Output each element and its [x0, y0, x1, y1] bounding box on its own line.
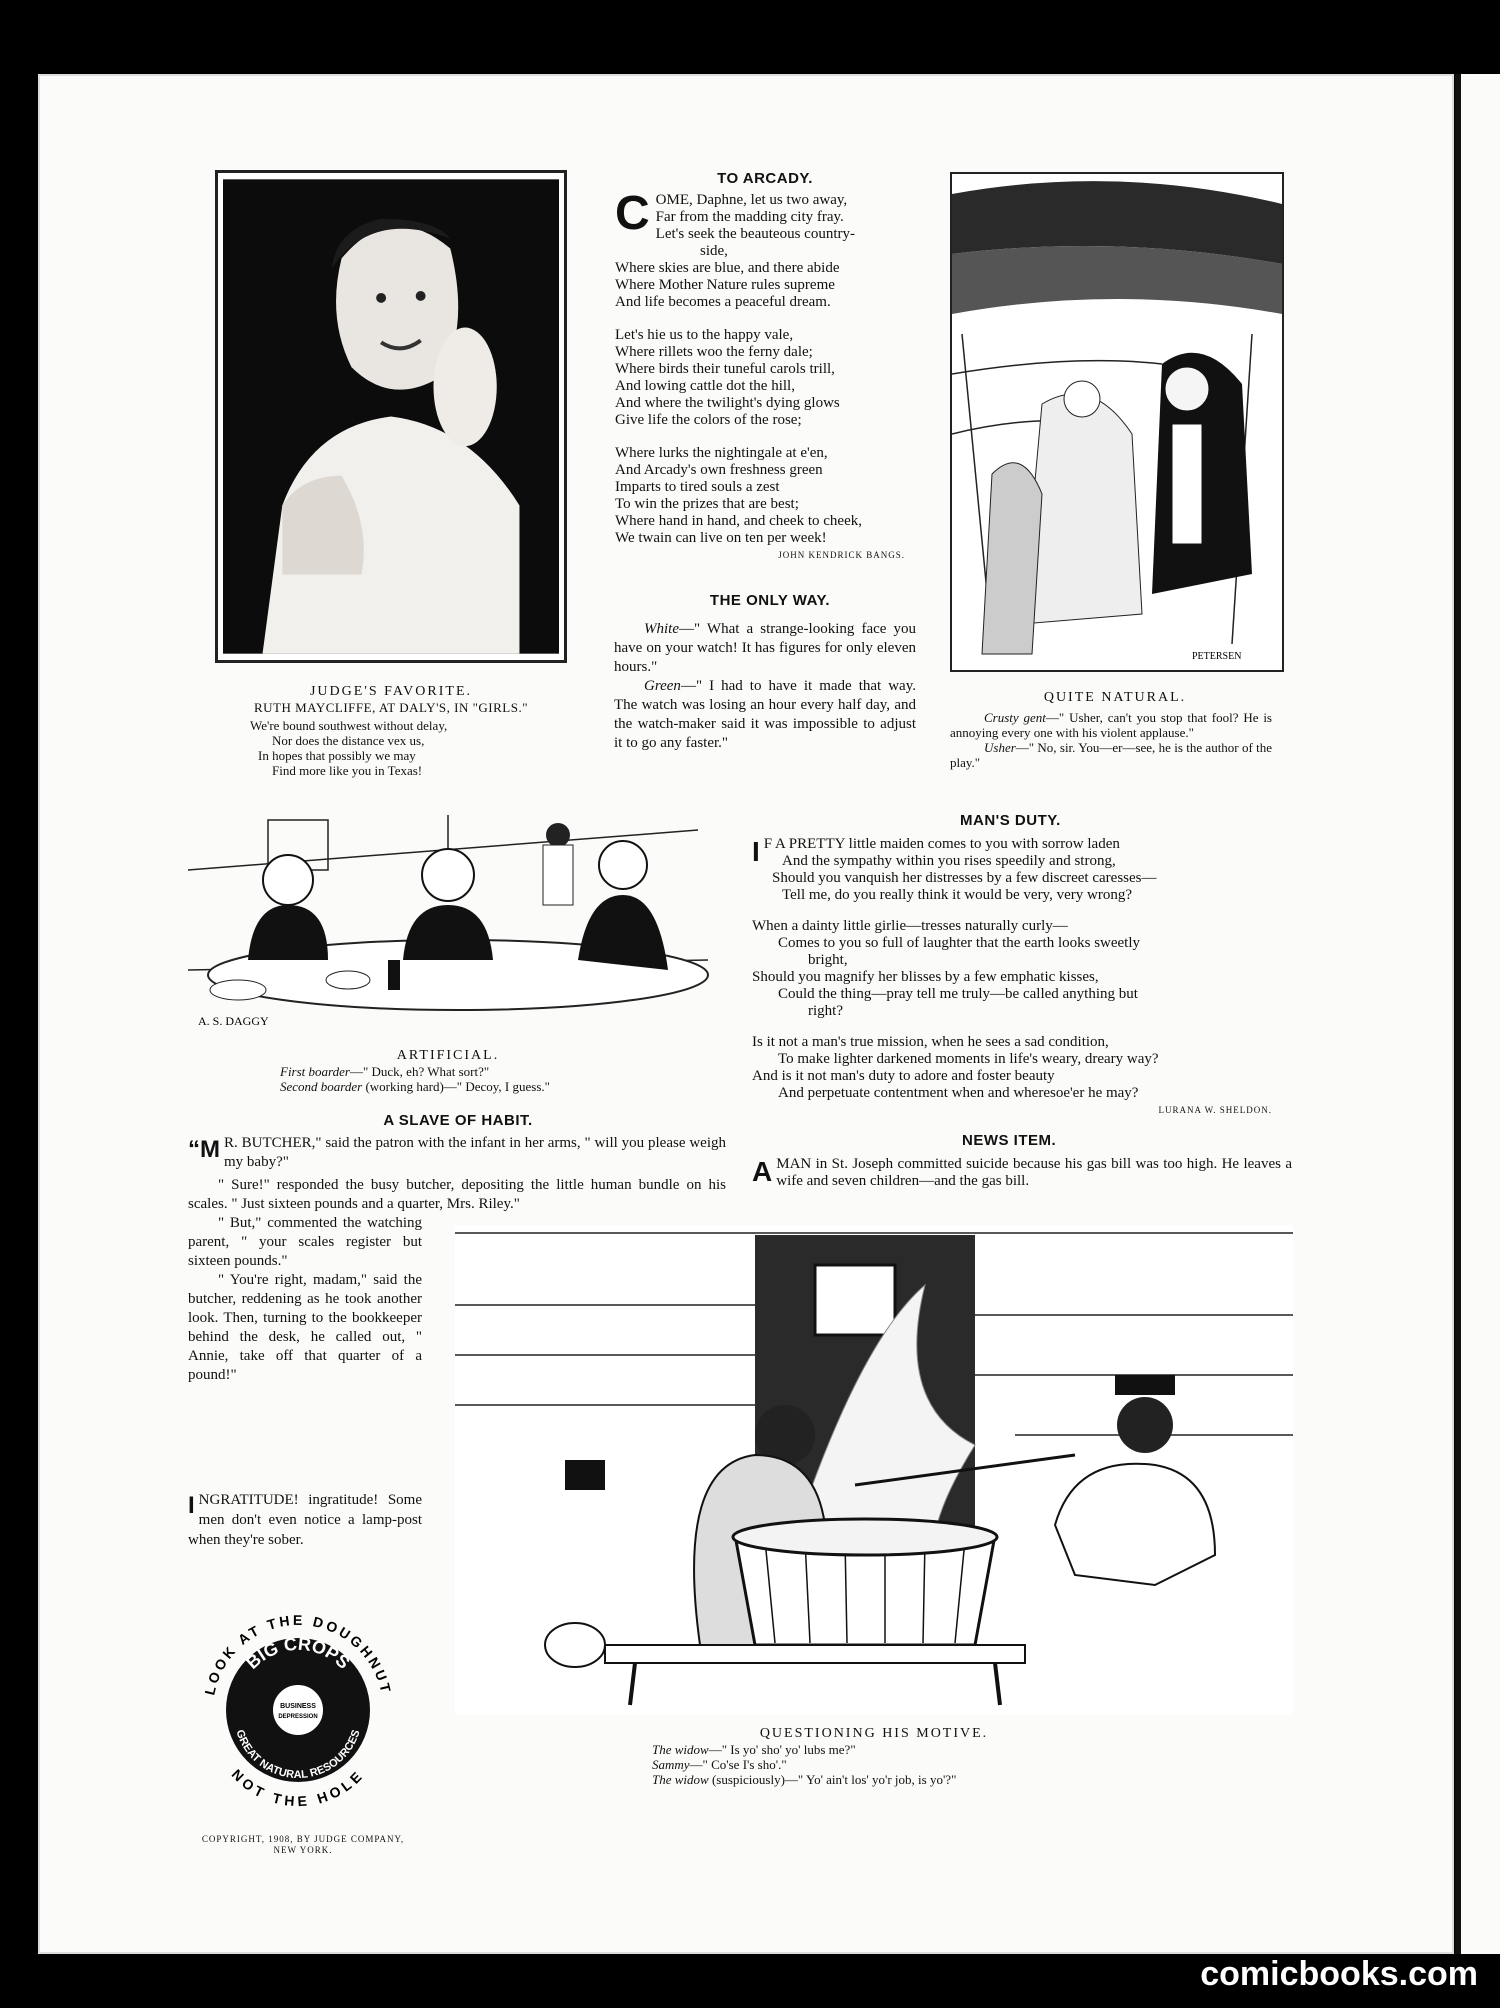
poem-line: And the sympathy within you rises speedily and strong,: [782, 853, 1116, 869]
quite-natural-title: QUITE NATURAL.: [1043, 690, 1187, 705]
poem-line: Let's seek the beauteous country-: [655, 226, 855, 242]
poem-line: And lowing cattle dot the hill,: [615, 378, 795, 394]
dialogue: —" Usher, can't you stop that fool? He is annoying every one with his violent applause.": [950, 710, 1272, 740]
poem-line: Imparts to tired souls a zest: [615, 479, 780, 495]
speaker: The widow: [652, 1742, 709, 1757]
poem-line: When a dainty little girlie—tresses naturally curly—: [752, 918, 1068, 934]
ad-inner-bottom: GREAT NATURAL RESOURCES: [233, 1728, 363, 1782]
poem-line: right?: [808, 1003, 843, 1019]
poem-line: And where the twilight's dying glows: [615, 395, 840, 411]
ad-ring-bottom: NOT THE HOLE: [228, 1765, 368, 1810]
dialogue: —" What a strange-looking face you have on your watch! It has figures for only eleven hours.": [614, 621, 916, 675]
only-way-text: [614, 620, 916, 753]
speaker: Sammy: [652, 1757, 690, 1772]
ad-copyright: [188, 1834, 418, 1856]
poem-line: Should you magnify her blisses by a few emphatic kisses,: [752, 969, 1099, 985]
speaker: Green: [644, 678, 681, 694]
poem-line: Could the thing—pray tell me truly—be called anything but: [778, 986, 1138, 1002]
mans-duty-poem: [752, 836, 1292, 1119]
dropcap: I: [752, 836, 760, 867]
slave-of-habit-p1: [188, 1134, 726, 1172]
speaker: Second boarder: [280, 1079, 363, 1094]
poem-line: And is it not man's duty to adore and foster beauty: [752, 1068, 1055, 1084]
signature: A. S. DAGGY: [198, 1014, 269, 1028]
dialogue: —" No, sir. You—er—see, he is the author of the play.": [950, 740, 1272, 770]
poem-line: Where lurks the nightingale at e'en,: [615, 445, 828, 461]
paragraph: " You're right, madam," said the butcher, reddening as he took another look. Then, turning to the bookkeeper behind the desk, he called out, " Annie, take off that quarter of a pound!": [188, 1272, 422, 1383]
paragraph: R. BUTCHER," said the patron with the infant in her arms, " will you please weigh my baby?": [224, 1135, 726, 1170]
news-item-text: [752, 1156, 1292, 1190]
poem-line: F A PRETTY little maiden comes to you with sorrow laden: [763, 836, 1120, 852]
poem-line: bright,: [808, 952, 848, 968]
verse-line: Find more like you in Texas!: [272, 763, 423, 778]
verse-line: We're bound southwest without delay,: [250, 718, 448, 733]
speaker: The widow: [652, 1772, 709, 1787]
poem-line: Let's hie us to the happy vale,: [615, 327, 794, 343]
dropcap: A: [752, 1156, 773, 1187]
news-item-title: NEWS ITEM.: [962, 1132, 1057, 1149]
quite-natural-text: [950, 710, 1272, 770]
washtub-illustration: [455, 1225, 1293, 1715]
poem-line: Where Mother Nature rules supreme: [615, 277, 835, 293]
only-way-title: THE ONLY WAY.: [709, 592, 831, 609]
questioning-text: [652, 1742, 1252, 1787]
poem-author: LURANA W. SHELDON.: [1158, 1105, 1272, 1115]
questioning-title: QUESTIONING HIS MOTIVE.: [759, 1726, 989, 1741]
portrait-photo: [215, 170, 567, 663]
dropcap: I: [188, 1492, 195, 1519]
poem-line: Give life the colors of the rose;: [615, 412, 802, 428]
dialogue: —" Is yo' sho' yo' lubs me?": [708, 1742, 856, 1757]
dialogue: (suspiciously)—" Yo' ain't los' yo'r job, is yo'?": [708, 1772, 957, 1787]
mans-duty-title: MAN'S DUTY.: [960, 812, 1061, 829]
dropcap: “M: [188, 1136, 220, 1163]
theatre-illustration: [950, 172, 1284, 672]
poem-line: And perpetuate contentment when and wheresoe'er he may?: [778, 1085, 1139, 1101]
paragraph: NGRATITUDE! ingratitude! Some men don't even notice a lamp-post when they're sober.: [188, 1492, 422, 1548]
poem-line: We twain can live on ten per week!: [615, 530, 827, 546]
watermark: comicbooks.com: [1200, 1955, 1478, 1993]
ad-inner-top: BIG CROPS: [242, 1633, 354, 1673]
verse-line: In hopes that possibly we may: [258, 748, 416, 763]
poem-line: Where birds their tuneful carols trill,: [615, 361, 835, 377]
news-body: MAN in St. Joseph committed suicide because his gas bill was too high. He leaves a wife and seven children—and the gas bill.: [776, 1156, 1292, 1189]
poem-line: Should you vanquish her distresses by a few discreet caresses—: [772, 870, 1157, 886]
artificial-title: ARTIFICIAL.: [396, 1048, 500, 1063]
judges-favorite-title: JUDGE'S FAVORITE.: [309, 684, 473, 699]
poem-author: JOHN KENDRICK BANGS.: [778, 550, 905, 560]
judges-favorite-subtitle: RUTH MAYCLIFFE, AT DALY'S, IN "GIRLS.": [253, 700, 529, 715]
dialogue: —" Co'se I's sho'.": [689, 1757, 787, 1772]
dining-illustration: [178, 810, 718, 1035]
slave-of-habit-title: A SLAVE OF HABIT.: [383, 1112, 533, 1129]
slave-of-habit-column: [188, 1214, 422, 1385]
copyright-line: COPYRIGHT, 1908, BY JUDGE COMPANY,: [201, 1834, 405, 1844]
speaker: First boarder: [280, 1064, 350, 1079]
poem-line: Is it not a man's true mission, when he sees a sad condition,: [752, 1034, 1109, 1050]
ad-ring-top: LOOK AT THE DOUGHNUT: [201, 1611, 395, 1697]
slave-of-habit-p2-top: [188, 1176, 726, 1216]
ad-center-1: BUSINESS: [280, 1703, 316, 1710]
next-page-edge: [1455, 74, 1500, 1954]
poem-line: Tell me, do you really think it would be very, very wrong?: [782, 887, 1132, 903]
poem-line: side,: [700, 243, 728, 259]
verse-line: Nor does the distance vex us,: [272, 733, 425, 748]
speaker: White: [644, 621, 679, 637]
artificial-text: [280, 1064, 720, 1094]
poem-line: Where skies are blue, and there abide: [615, 260, 840, 276]
poem-line: OME, Daphne, let us two away,: [655, 192, 848, 208]
copyright-city: NEW YORK.: [273, 1845, 333, 1855]
dialogue: (working hard)—" Decoy, I guess.": [362, 1079, 550, 1094]
ingratitude-text: [188, 1490, 422, 1550]
doughnut-ad: [188, 1600, 408, 1820]
dropcap: C: [615, 187, 650, 240]
dialogue: —" Duck, eh? What sort?": [349, 1064, 490, 1079]
to-arcady-poem: [615, 187, 935, 564]
poem-line: To win the prizes that are best;: [615, 496, 799, 512]
paragraph: " Sure!" responded the busy butcher, depositing the little human bundle on his scales. " Just sixteen pounds and a quarter, Mrs. Riley.": [188, 1177, 726, 1212]
poem-line: Far from the madding city fray.: [655, 209, 844, 225]
poem-line: To make lighter darkened moments in life's weary, dreary way?: [778, 1051, 1159, 1067]
judges-favorite-verse: [250, 718, 550, 778]
to-arcady-title: TO ARCADY.: [717, 170, 813, 187]
poem-line: Comes to you so full of laughter that the earth looks sweetly: [778, 935, 1141, 951]
poem-line: Where rillets woo the ferny dale;: [615, 344, 813, 360]
poem-line: And life becomes a peaceful dream.: [615, 294, 831, 310]
signature: PETERSEN: [1192, 651, 1242, 662]
paragraph: " But," commented the watching parent, " your scales register but sixteen pounds.": [188, 1215, 422, 1269]
poem-line: And Arcady's own freshness green: [615, 462, 823, 478]
ad-center-2: DEPRESSION: [278, 1714, 318, 1720]
dialogue: —" I had to have it made that way. The watch was losing an hour every half day, and the watch-maker said it was impossible to adjust it to go any faster.": [614, 678, 916, 751]
speaker: Crusty gent: [984, 710, 1046, 725]
poem-line: Where hand in hand, and cheek to cheek,: [615, 513, 862, 529]
speaker: Usher: [984, 740, 1016, 755]
